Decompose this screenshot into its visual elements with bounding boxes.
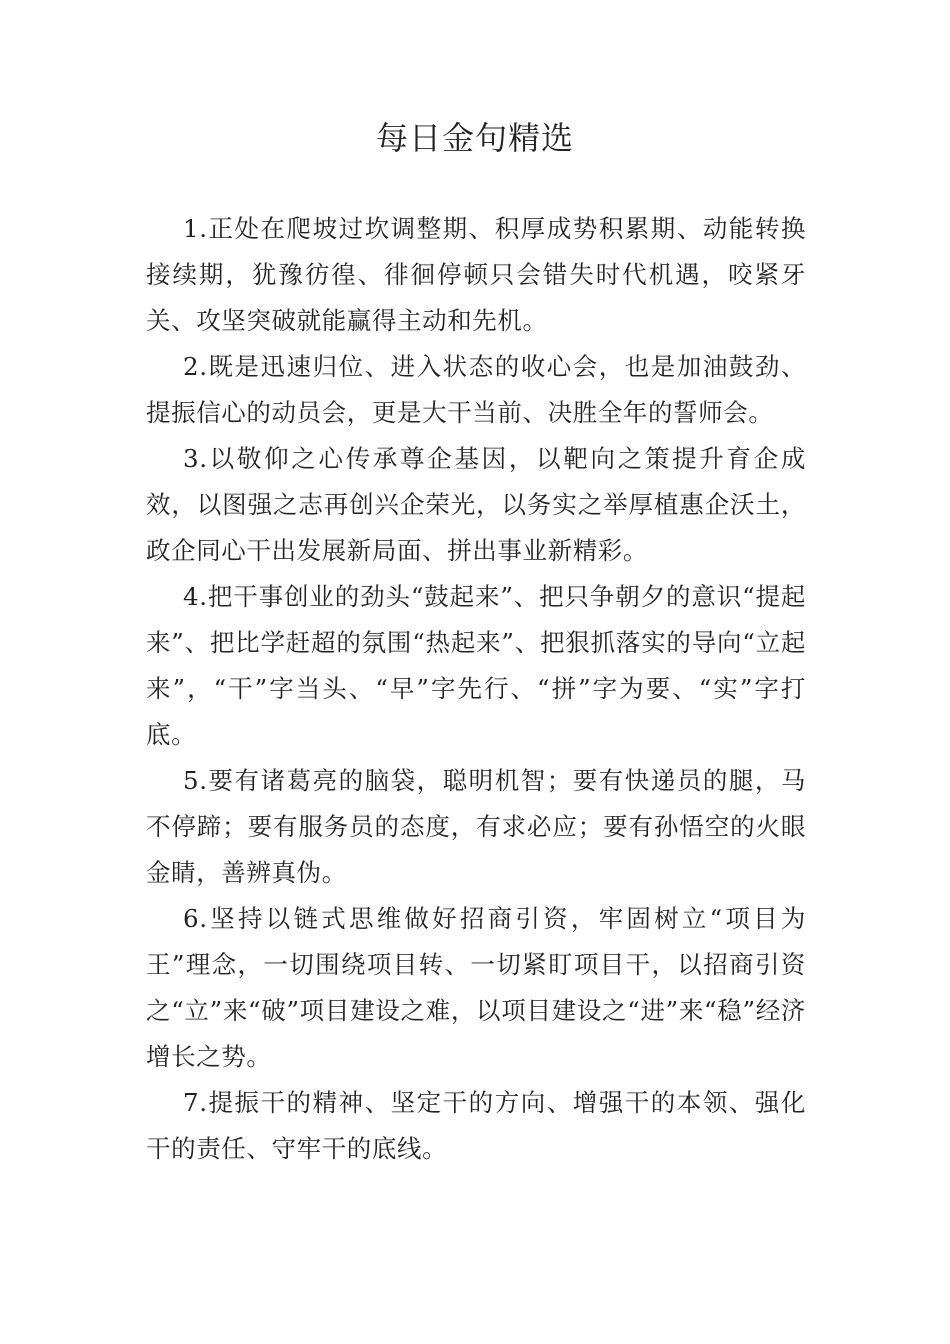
quote-paragraph-3: 3.以敬仰之心传承尊企基因，以靶向之策提升育企成效，以图强之志再创兴企荣光，以务实之举厚植惠企沃土，政企同心干出发展新局面、拼出事业新精彩。 <box>146 444 806 565</box>
quote-paragraph-2: 2.既是迅速归位、进入状态的收心会，也是加油鼓劲、提振信心的动员会，更是大干当前、决胜全年的誓师会。 <box>146 352 806 427</box>
document-title: 每日金句精选 <box>375 119 574 157</box>
quote-paragraph-7: 7.提振干的精神、坚定干的方向、增强干的本领、强化干的责任、守牢干的底线。 <box>146 1088 806 1163</box>
document-body <box>146 206 806 1172</box>
quote-paragraph-5: 5.要有诸葛亮的脑袋，聪明机智；要有快递员的腿，马不停蹄；要有服务员的态度，有求必应；要有孙悟空的火眼金睛，善辨真伪。 <box>146 766 806 887</box>
quote-paragraph-4: 4.把干事创业的劲头“鼓起来”、把只争朝夕的意识“提起来”、把比学赶超的氛围“热起来”、把狠抓落实的导向“立起来”，“干”字当头、“早”字先行、“拼”字为要、“实”字打底。 <box>146 582 806 749</box>
quote-paragraph-6: 6.坚持以链式思维做好招商引资，牢固树立“项目为王”理念，一切围绕项目转、一切紧盯项目干，以招商引资之“立”来“破”项目建设之难，以项目建设之“进”来“稳”经济增长之势。 <box>146 904 806 1071</box>
quote-paragraph-1: 1.正处在爬坡过坎调整期、积厚成势积累期、动能转换接续期，犹豫彷徨、徘徊停顿只会错失时代机遇，咬紧牙关、攻坚突破就能赢得主动和先机。 <box>146 214 806 335</box>
